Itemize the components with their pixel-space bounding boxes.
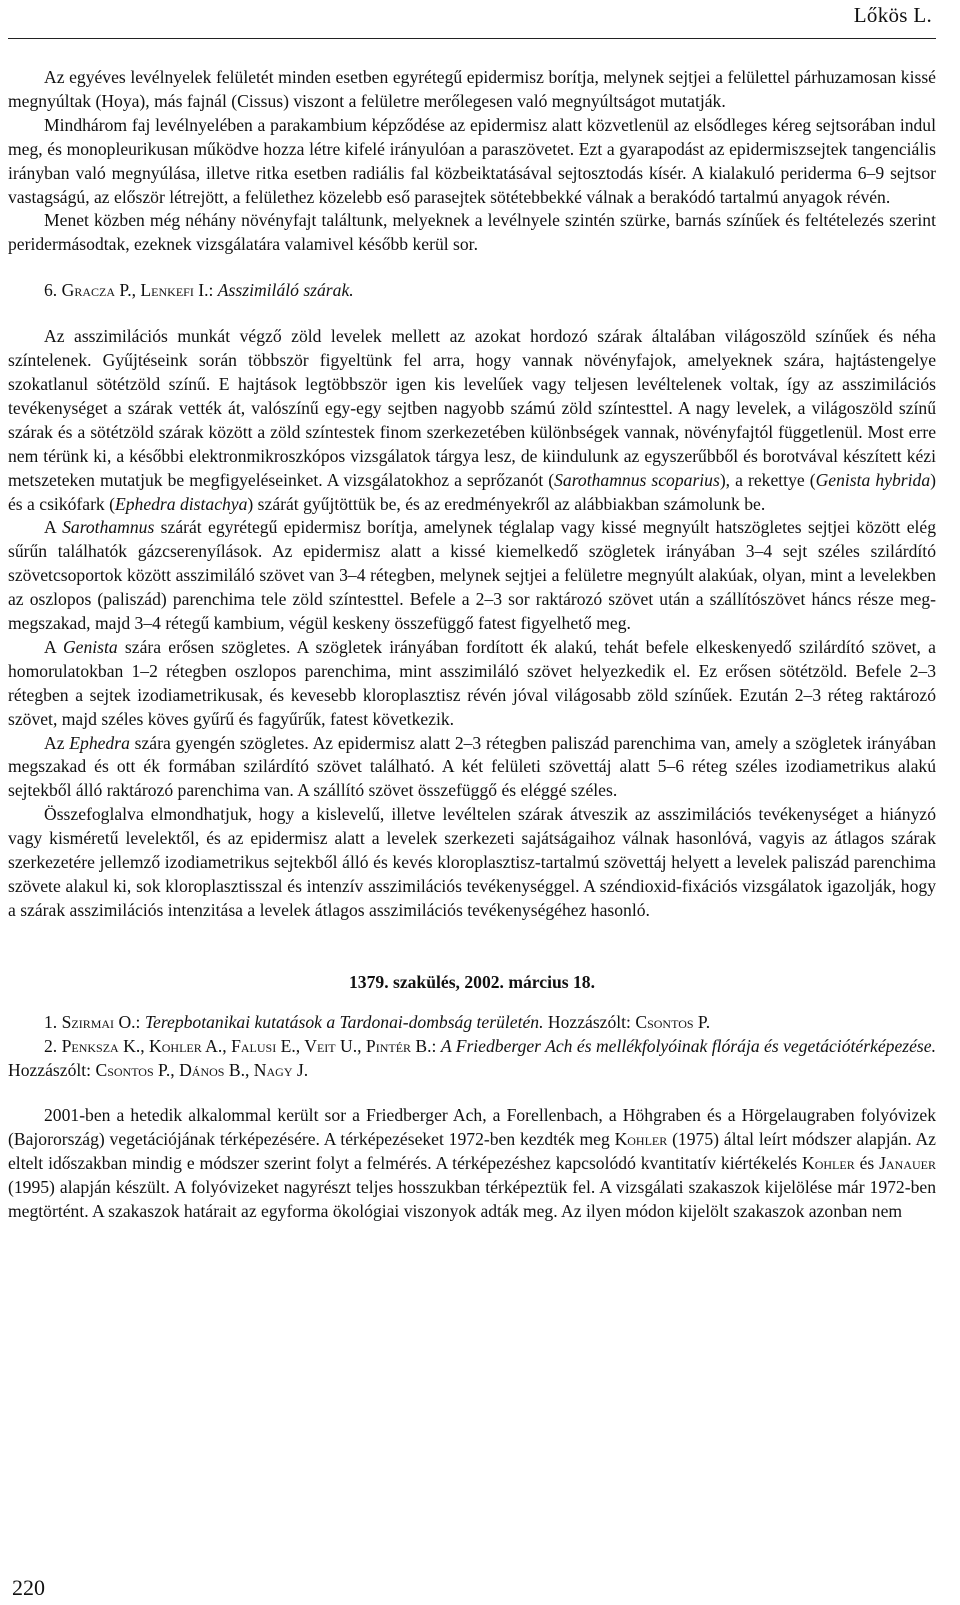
species-name: Ephedra distachya bbox=[114, 493, 248, 514]
genus-name: Genista bbox=[62, 636, 118, 657]
text-run: A bbox=[44, 517, 63, 538]
talk-title: A Friedberger Ach és mellékfolyóinak flórája és vegetációtérképezése. bbox=[440, 1035, 936, 1056]
discussant-label: Hozzászólt: bbox=[8, 1059, 92, 1080]
text-run: Az asszimilációs munkát végző zöld levelek mellett az azokat hordozó szárak általában világoszöld színűek és néha színtelenek. Gyűjtéseink során többször figyeltünk fel arra, hogy vannak növényfajok, amelyeknek szára, hajtástengelye szokatlanul sötétzöld színű. E hajtások legtöbbször igen kis levelűek vagy teljesen levéltelenek voltak, így az asszimilációs tevékenységet a szárak vették át, valószínű egy-egy sejtben nagyobb számú zöld színtesttel. A nagy levelek, a világoszöld színű szárak és a sötétzöld szárak között a zöld színtestek finom szerkezetében különbségek vannak, növényfajtól függetlenül. Most erre nem térünk ki, a későbbi elektronmikroszkópos vizsgálatok tárgya lesz, de kiindulunk az egyszerűbből és borotvával készített kézi metszeteken mutatjuk be megfigyeléseinket. A vizsgálatokhoz a seprőzanót ( bbox=[8, 326, 936, 490]
talk-title: Terepbotanikai kutatások a Tardonai-dombság területén. bbox=[144, 1011, 544, 1032]
cited-author: Janauer bbox=[879, 1153, 937, 1174]
text-run: 2001-ben a hetedik alkalommal került sor a Friedberger Ach, a Forellenbach, a Höhgraben és a Hörgelaugraben folyóvizek (Bajorország) vegetációjának térképezésére. A térképezéseket 1972-ben kezdték meg bbox=[8, 1105, 936, 1150]
section-6-heading bbox=[8, 279, 936, 303]
discussants: Csontos P., Dános B., Nagy J. bbox=[95, 1059, 309, 1080]
text-run: Az bbox=[44, 732, 70, 753]
paragraph-parakambium: Mindhárom faj levélnyelében a parakambium képződése az epidermisz alatt közvetlenül az elsődleges kéreg sejtsorában indul meg, és monopleurikusan működve hozza létre kifelé irányulóan a paraszövetet. Ezt a gyarapodást az epidermiszsejtek tangenciális irányban való megnyúlása, illetve ritka esetben radiális fal közbeiktatásával sejtosztodás kísér. A kialakuló periderma 6–9 sejtsor vastagságú, az először létrejött, a felülethez közelebb eső parasejtek sötétebbekké válnak a berakódó tartalmú anyagok révén. bbox=[8, 114, 936, 207]
meeting-talk-2 bbox=[8, 1035, 936, 1083]
page-body bbox=[8, 66, 936, 1224]
running-head-author: Lőkös L. bbox=[853, 3, 932, 27]
text-run: (1975) által leírt módszer alapján. Az eltelt időszakban mindig e módszer szerint folyt a felmérés. A térképezéshez kapcsolódó kvantitatív kiértékelés bbox=[8, 1129, 936, 1174]
paragraph-sarothamnus bbox=[8, 516, 936, 636]
paragraph-petiole-epidermis: Az egyéves levélnyelek felületét minden esetben egyrétegű epidermisz borítja, melynek sejtjei a felülettel párhuzamosan kissé megnyúltak (Hoya), más fajnál (Cissus) viszont a felületre merőlegesen való megnyúltságot mutatják. bbox=[8, 67, 936, 111]
talk-authors: Penksza K., Kohler A., Falusi E., Veit U., Pintér B.: bbox=[61, 1035, 437, 1056]
species-name: Genista hybrida bbox=[815, 469, 931, 490]
running-header bbox=[8, 0, 936, 39]
section-number: 6. bbox=[44, 280, 58, 301]
page-number: 220 bbox=[12, 1575, 45, 1600]
section-title: Asszimiláló szárak. bbox=[217, 280, 354, 301]
cited-author: Kohler bbox=[802, 1153, 855, 1174]
text-run: és bbox=[854, 1153, 880, 1174]
discussant-label: Hozzászólt: bbox=[547, 1011, 631, 1032]
text-run: szárát egyrétegű epidermisz borítja, amelynek téglalap vagy kissé megnyúlt hatszögletes sejtjei között elég sűrűn találhatók gázcserenyílások. Az epidermisz alatt a kissé kiemelkedő szögletek irányában 3–4 sejt széles szilárdító szövetcsoportok között asszimiláló szövet van 3–4 rétegben, melynek sejtjei a felületre megnyúlt alakúak, olyan, mint a levelekben az oszlopos (paliszád) parenchima tele zöld színtesttel. Befele a 2–3 sor raktározó szövet után a szállítószövet háncs része meg-megszakad, majd 3–4 rétegű kambium, végül keskeny összefüggő fatest figyelhető meg. bbox=[8, 517, 936, 634]
text-run: szára gyengén szögletes. Az epidermisz alatt 2–3 rétegben paliszád parenchima van, amely a szögletek irányában megszakad és ott ék formában szilárdító szövet található. A két felületi szövettáj alatt 5–6 réteg széles izodiametrikus alakú sejtekből álló raktározó parenchima van. A szállító szövet összefüggő és eléggé széles. bbox=[8, 732, 936, 801]
talk-number: 2. bbox=[44, 1035, 58, 1056]
cited-author: Kohler bbox=[614, 1129, 668, 1150]
discussants: Csontos P. bbox=[635, 1011, 711, 1032]
genus-name: Ephedra bbox=[69, 732, 130, 753]
paragraph-assimilating-stems-intro bbox=[8, 325, 936, 516]
text-run: (1995) alapján készült. A folyóvizeket nagyrészt teljes hosszukban térképeztük fel. A vizsgálati szakaszok kijelölése már 1972-ben megtörtént. A szakaszok határait az egyforma ökológiai viszonyok adták meg. Az ilyen módon kijelölt szakaszok azonban nem bbox=[8, 1177, 936, 1222]
meeting-heading: 1379. szakülés, 2002. március 18. bbox=[349, 971, 595, 992]
text-run: A bbox=[44, 636, 63, 657]
document-page bbox=[8, 0, 936, 1605]
species-name: Sarothamnus scoparius bbox=[554, 469, 720, 490]
text-run: ) szárát gyűjtöttük be, és az eredményekről az alábbiakban számolunk be. bbox=[247, 493, 766, 514]
meeting-talk-1 bbox=[8, 1011, 936, 1035]
paragraph-ephedra bbox=[8, 732, 936, 804]
paragraph-friedberger-ach bbox=[8, 1104, 936, 1224]
talk-number: 1. bbox=[44, 1011, 58, 1032]
paragraph-further-species: Menet közben még néhány növényfajt találtunk, melyeknek a levélnyele szintén szürke, barnás színűek és feltételezés szerint peridermásodtak, ezeknek vizsgálatára valamivel később kerül sor. bbox=[8, 210, 936, 255]
section-authors: Gracza P., Lenkefi I.: bbox=[61, 280, 214, 301]
paragraph-summary: Összefoglalva elmondhatjuk, hogy a kislevelű, illetve levéltelen szárak átveszik az asszimilációs tevékenységet a hiányzó vagy kisméretű levelektől, és az epidermisz alatt a levelek szerkezeti sajátságaihoz válnak hasonlóvá, vagyis az átlagos szárak szerkezetére jellemző izodiametrikus sejtekből álló és kevés kloroplasztisz-tartalmú szövettáj helyett a levelek paliszád parenchima szövete alakul ki, sok kloroplasztisszal és intenzív asszimilációs tevékenységgel. A széndioxid-fixációs vizsgálatok igazolják, hogy a szárak asszimilációs intenzitása a levelek átlagos asszimilációs tevékenységéhez hasonló. bbox=[8, 804, 936, 920]
text-run: szára erősen szögletes. A szögletek irányában fordított ék alakú, tehát befele elkeskenyedő szilárdító szövet, a homorulatokban 1–2 rétegben oszlopos parenchima, mint asszimiláló szövet helyezkedik el. Ez erősen sötétzöld. Befele 2–3 rétegben a sejtek izodiametrikusak, és kevesebb kloroplasztisz révén jóval világosabb zöld színűek. Ezután 2–3 réteg raktározó szövet, majd széles köves gyűrű és fagyűrűk, fatest következik. bbox=[8, 636, 936, 729]
talk-authors: Szirmai O.: bbox=[61, 1011, 141, 1032]
text-run: ), a rekettye ( bbox=[719, 469, 816, 490]
paragraph-genista bbox=[8, 636, 936, 732]
genus-name: Sarothamnus bbox=[62, 517, 155, 538]
text-run: ) és a csikófark ( bbox=[8, 469, 936, 514]
